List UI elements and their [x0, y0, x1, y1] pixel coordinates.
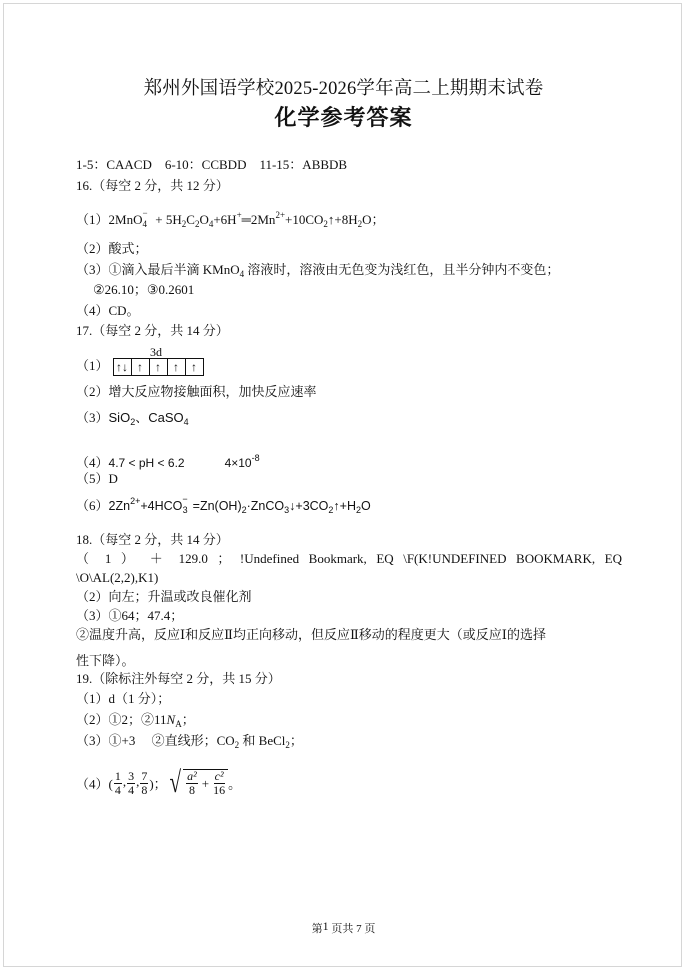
orbital-cell-4: ↑	[168, 359, 186, 375]
orbital-cell-5: ↑	[191, 359, 198, 374]
q17-answer-6: $(6)2Zn^{2+}+4HCO^-_3$ $=Zn(OH)_2\cdot ZnCO_3↓+3CO_2↑+H_2O$	[76, 494, 371, 515]
orbital-diagram	[113, 358, 204, 376]
coord-fraction-2: $\frac{3}{4}$	[128, 768, 135, 797]
q18-answer-2: （2）向左；升温或改良催化剂	[76, 589, 252, 604]
q19-answer-4: （4）( $\frac{1}{4}$ , $\frac{3}{4}$ , $\frac{7}{8}$ )； √ $\frac{\text{a²}}{8}$ + $\frac{\text{c²}}{16}$ 。	[76, 766, 242, 799]
permanganate: 2MnO−$_4$	[108, 208, 148, 229]
coord-fraction-1: $\frac{1}{4}$	[114, 768, 121, 797]
orbital-cell-1: ↑↓	[114, 359, 132, 375]
q17-answer-5: （5）D	[76, 471, 118, 486]
ph-range: 4.7 < pH < 6.2	[108, 456, 185, 470]
q18-answer-1-line1: （ 1 ） ＋ 129.0 ； !Undefined Bookmark, EQ \F(K!UNDEFINED BOOKMARK, EQ	[76, 551, 622, 566]
ksp-value: $4\times 10^{-8}$	[224, 453, 260, 470]
oxalic-acid: + $5H_2C_2O_4$	[152, 212, 214, 229]
q18-answer-1-line2: \O\AL(2,2),K1)	[76, 570, 159, 585]
orbital-3d-label: 3d	[150, 345, 162, 359]
q16-heading: 16.（每空 2 分，共 12 分）	[76, 178, 229, 193]
q16-answer-1: $(1)2MnO^-_4 + 5H_2C_2O_4+6H^+═2Mn^{2+}+10CO_2↑+8H_2O$；	[76, 208, 385, 229]
page-footer: 第1 页共 7 页	[311, 919, 376, 935]
q19-answer-1: （1）d（1 分）；	[76, 691, 171, 706]
answer-key-title: 化学参考答案	[274, 105, 413, 130]
orbital-cell-2: ↑	[132, 359, 150, 375]
q17-answer-1: （1） ↑↓ ↑ ↑ ↑ ↑	[76, 357, 204, 376]
q18-answer-3b-line2: 性下降）。	[76, 653, 135, 668]
q19-heading: 19.（除标注外每空 2 分，共 15 分）	[76, 671, 281, 686]
page-number: 1	[322, 919, 329, 933]
q17-answer-2: （2）增大反应物接触面积，加快反应速率	[76, 384, 317, 399]
exam-title: 郑州外国语学校2025-2026学年高二上期期末试卷	[143, 79, 544, 99]
q16-answer-4: （4）CD。	[76, 303, 140, 318]
orbital-cell-3: ↑	[150, 359, 168, 375]
q16-a1-label: （1）	[76, 212, 109, 227]
q17-heading: 17.（每空 2 分，共 14 分）	[76, 323, 229, 338]
q19-answer-3: （3）①+3 ②直线形；$CO_2$ 和 BeCl$_2$；	[76, 733, 303, 750]
distance-sqrt: √ $\frac{\text{a²}}{8}$ + $\frac{\text{c²}}{16}$	[167, 768, 228, 798]
q17-answer-4: （4）4.7 < pH < 6.2 $4\times 10^{-8}$	[76, 453, 260, 470]
q18-heading: 18.（每空 2 分，共 14 分）	[76, 532, 229, 547]
q18-answer-3b-line1: ②温度升高，反应Ⅰ和反应Ⅱ均正向移动，但反应Ⅱ移动的程度更大（或反应Ⅰ的选择	[76, 627, 546, 642]
coord-fraction-3: $\frac{7}{8}$	[141, 768, 148, 797]
q17-answer-3: （3）SiO$_2$、CaSO$_4$	[76, 410, 189, 427]
q18-answer-3: （3）①64；47.4；	[76, 608, 184, 623]
q19-answer-2: （2）①2；$②11N_A$；	[76, 712, 195, 729]
zinc-equation: $2Zn^{2+}+4HCO^-_3$ $=Zn(OH)_2\cdot ZnCO_3↓+3CO_2↑+H_2O$	[108, 494, 371, 515]
q16-answer-3: （3）①滴入最后半滴 KMnO$_4$ 溶液时，溶液由无色变为浅红色，且半分钟内不变色；	[76, 262, 560, 279]
q16-answer-2: （2）酸式；	[76, 241, 148, 256]
q16-answer-3b: ②26.10；③0.2601	[93, 282, 195, 297]
multiple-choice-answers: 1-5：CAACD 6-10：CCBDD 11-15：ABBDB	[76, 157, 348, 172]
